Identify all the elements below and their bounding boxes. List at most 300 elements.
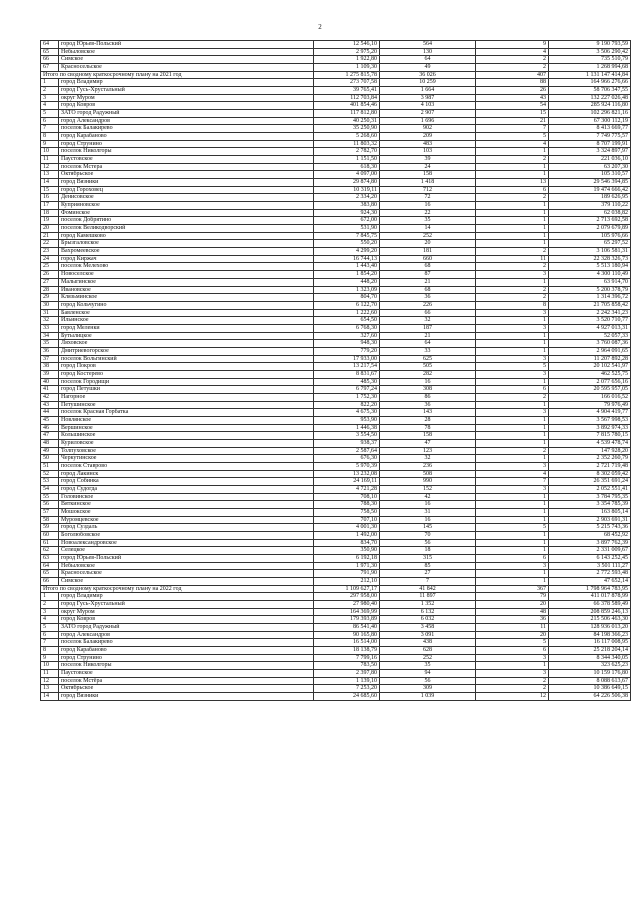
municipality-name: Симское <box>59 56 314 64</box>
area-cell: 783,50 <box>314 662 380 670</box>
table-row <box>41 340 631 348</box>
row-number: 60 <box>41 532 59 540</box>
cost-cell: 735 510,79 <box>549 56 631 64</box>
table-row <box>41 102 631 110</box>
capital-repair-plan-table <box>40 40 631 701</box>
area-cell: 1 151,50 <box>314 156 380 164</box>
houses-cell: 1 <box>476 501 549 509</box>
municipality-name: Октябрьское <box>59 171 314 179</box>
residents-cell: 438 <box>380 639 476 647</box>
area-cell: 788,30 <box>314 501 380 509</box>
cost-cell: 8 344 340,05 <box>549 654 631 662</box>
residents-cell: 564 <box>380 41 476 49</box>
municipality-name: Черкутинское <box>59 455 314 463</box>
cost-cell: 8 088 613,67 <box>549 677 631 685</box>
municipality-name: Куриловское <box>59 439 314 447</box>
table-row <box>41 324 631 332</box>
cost-cell: 5 215 743,36 <box>549 524 631 532</box>
houses-cell: 79 <box>476 593 549 601</box>
row-number: 11 <box>41 670 59 678</box>
cost-cell: 3 567 998,53 <box>549 416 631 424</box>
houses-cell: 1 <box>476 439 549 447</box>
houses-cell: 1 <box>476 570 549 578</box>
area-cell: 1 922,80 <box>314 56 380 64</box>
row-number: 49 <box>41 447 59 455</box>
residents-cell: 72 <box>380 194 476 202</box>
cost-cell: 2 964 091,65 <box>549 347 631 355</box>
table-row <box>41 593 631 601</box>
residents-cell: 68 <box>380 263 476 271</box>
area-cell: 1 323,09 <box>314 286 380 294</box>
municipality-name: Брызгаловское <box>59 240 314 248</box>
cost-cell: 164 966 276,66 <box>549 79 631 87</box>
cost-cell: 285 924 116,80 <box>549 102 631 110</box>
residents-cell: 1 696 <box>380 117 476 125</box>
area-cell: 1 492,00 <box>314 532 380 540</box>
table-row <box>41 555 631 563</box>
houses-cell: 3 <box>476 562 549 570</box>
table-row <box>41 485 631 493</box>
houses-cell: 1 <box>476 232 549 240</box>
cost-cell: 2 352 260,79 <box>549 455 631 463</box>
total-label: Итого по сводному краткосрочному плану на 2021 год <box>41 71 314 79</box>
cost-cell: 79 976,49 <box>549 401 631 409</box>
municipality-name: поселок Мстёра <box>59 677 314 685</box>
municipality-name: Дмитриевогорское <box>59 347 314 355</box>
houses-cell: 54 <box>476 102 549 110</box>
residents-cell: 6 132 <box>380 608 476 616</box>
cost-cell: 8 302 059,42 <box>549 470 631 478</box>
cost-cell: 323 625,23 <box>549 662 631 670</box>
residents-cell: 143 <box>380 409 476 417</box>
cost-cell: 84 198 366,23 <box>549 631 631 639</box>
table-row <box>41 94 631 102</box>
row-number: 23 <box>41 248 59 256</box>
area-cell: 2 587,64 <box>314 447 380 455</box>
municipality-name: поселок Вольгинский <box>59 355 314 363</box>
houses-cell: 1 <box>476 340 549 348</box>
cost-cell: 4 300 110,49 <box>549 271 631 279</box>
residents-cell: 94 <box>380 670 476 678</box>
table-row <box>41 294 631 302</box>
area-cell: 1 446,38 <box>314 424 380 432</box>
cost-cell: 11 207 892,28 <box>549 355 631 363</box>
area-cell: 40 250,31 <box>314 117 380 125</box>
area-cell: 350,90 <box>314 547 380 555</box>
table-row <box>41 301 631 309</box>
residents-cell: 42 <box>380 493 476 501</box>
cost-cell: 68 452,92 <box>549 532 631 540</box>
table-row <box>41 647 631 655</box>
houses-cell: 1 <box>476 378 549 386</box>
houses-cell: 3 <box>476 654 549 662</box>
residents-cell: 56 <box>380 539 476 547</box>
table-row <box>41 171 631 179</box>
municipality-name: город Александров <box>59 631 314 639</box>
row-number: 13 <box>41 171 59 179</box>
cost-cell: 3 106 581,31 <box>549 248 631 256</box>
residents-cell: 16 <box>380 501 476 509</box>
cost-cell: 2 331 009,67 <box>549 547 631 555</box>
houses-cell: 1 <box>476 539 549 547</box>
area-cell: 676,30 <box>314 455 380 463</box>
area-cell: 164 369,99 <box>314 608 380 616</box>
cost-cell: 10 159 176,80 <box>549 670 631 678</box>
row-number: 42 <box>41 393 59 401</box>
cost-cell: 105 310,57 <box>549 171 631 179</box>
area-cell: 550,20 <box>314 240 380 248</box>
area-cell: 4 675,30 <box>314 409 380 417</box>
houses-cell: 1 <box>476 217 549 225</box>
row-number: 61 <box>41 539 59 547</box>
area-cell: 1 752,30 <box>314 393 380 401</box>
cost-cell: 4 539 478,74 <box>549 439 631 447</box>
cost-cell: 66 378 589,49 <box>549 601 631 609</box>
row-number: 13 <box>41 685 59 693</box>
cost-cell: 6 143 252,45 <box>549 555 631 563</box>
table-row <box>41 508 631 516</box>
area-cell: 1 971,30 <box>314 562 380 570</box>
municipality-name: город Юрьев-Польский <box>59 41 314 49</box>
area-cell: 791,90 <box>314 570 380 578</box>
municipality-name: поселок Добрятино <box>59 217 314 225</box>
cost-cell: 3 324 897,97 <box>549 148 631 156</box>
houses-cell: 1 <box>476 578 549 586</box>
row-number: 36 <box>41 347 59 355</box>
municipality-name: Новоселское <box>59 271 314 279</box>
municipality-name: город Карабаново <box>59 647 314 655</box>
houses-cell: 1 <box>476 163 549 171</box>
table-row <box>41 347 631 355</box>
municipality-name: Вахромеевское <box>59 248 314 256</box>
municipality-name: Денисовское <box>59 194 314 202</box>
municipality-name: Муромцевское <box>59 516 314 524</box>
municipality-name: Клязьминское <box>59 294 314 302</box>
table-row <box>41 332 631 340</box>
municipality-name: город Судогда <box>59 485 314 493</box>
row-number: 2 <box>41 601 59 609</box>
row-number: 10 <box>41 148 59 156</box>
municipality-name: поселок Красная Горбатка <box>59 409 314 417</box>
municipality-name: Вершинское <box>59 424 314 432</box>
area-cell: 7 253,20 <box>314 685 380 693</box>
table-row <box>41 370 631 378</box>
table-row <box>41 393 631 401</box>
table-row <box>41 378 631 386</box>
houses-cell: 36 <box>476 616 549 624</box>
row-number: 5 <box>41 624 59 632</box>
municipality-name: Нагорное <box>59 393 314 401</box>
houses-cell: 1 <box>476 148 549 156</box>
row-number: 20 <box>41 225 59 233</box>
residents-cell: 130 <box>380 48 476 56</box>
residents-cell: 3 987 <box>380 94 476 102</box>
row-number: 50 <box>41 455 59 463</box>
row-number: 26 <box>41 271 59 279</box>
residents-cell: 712 <box>380 186 476 194</box>
residents-cell: 103 <box>380 148 476 156</box>
houses-cell: 1 <box>476 171 549 179</box>
residents-cell: 28 <box>380 416 476 424</box>
area-cell: 4 721,28 <box>314 485 380 493</box>
table-row <box>41 409 631 417</box>
cost-cell: 8 413 669,77 <box>549 125 631 133</box>
area-cell: 822,20 <box>314 401 380 409</box>
row-number: 32 <box>41 317 59 325</box>
cost-cell: 221 036,10 <box>549 156 631 164</box>
table-row <box>41 156 631 164</box>
cost-cell: 3 892 974,33 <box>549 424 631 432</box>
table-row <box>41 416 631 424</box>
houses-cell: 11 <box>476 624 549 632</box>
total-cell: 367 <box>476 585 549 593</box>
area-cell: 17 933,00 <box>314 355 380 363</box>
table-row <box>41 217 631 225</box>
area-cell: 4 097,00 <box>314 171 380 179</box>
row-number: 14 <box>41 179 59 187</box>
residents-cell: 32 <box>380 317 476 325</box>
row-number: 8 <box>41 647 59 655</box>
houses-cell: 1 <box>476 240 549 248</box>
houses-cell: 6 <box>476 386 549 394</box>
area-cell: 13 217,54 <box>314 363 380 371</box>
houses-cell: 6 <box>476 647 549 655</box>
municipality-name: город Киржач <box>59 255 314 263</box>
cost-cell: 132 227 026,48 <box>549 94 631 102</box>
municipality-name: город Ковров <box>59 616 314 624</box>
residents-cell: 1 418 <box>380 179 476 187</box>
residents-cell: 308 <box>380 386 476 394</box>
cost-cell: 208 859 246,13 <box>549 608 631 616</box>
cost-cell: 215 506 463,30 <box>549 616 631 624</box>
table-row <box>41 608 631 616</box>
cost-cell: 2 903 691,31 <box>549 516 631 524</box>
area-cell: 401 854,46 <box>314 102 380 110</box>
residents-cell: 2 907 <box>380 110 476 118</box>
houses-cell: 1 <box>476 516 549 524</box>
area-cell: 448,20 <box>314 278 380 286</box>
table-row <box>41 624 631 632</box>
municipality-name: поселок Николгоры <box>59 148 314 156</box>
houses-cell: 26 <box>476 87 549 95</box>
row-number: 54 <box>41 485 59 493</box>
cost-cell: 20 595 957,05 <box>549 386 631 394</box>
row-number: 4 <box>41 616 59 624</box>
municipality-name: город Струнино <box>59 654 314 662</box>
houses-cell: 2 <box>476 263 549 271</box>
table-row <box>41 41 631 49</box>
houses-cell: 1 <box>476 225 549 233</box>
residents-cell: 4 103 <box>380 102 476 110</box>
municipality-name: поселок Балакирево <box>59 639 314 647</box>
area-cell: 5 268,60 <box>314 133 380 141</box>
row-number: 17 <box>41 202 59 210</box>
houses-cell: 4 <box>476 470 549 478</box>
total-cell: 1 131 147 414,84 <box>549 71 631 79</box>
area-cell: 117 812,80 <box>314 110 380 118</box>
table-row <box>41 133 631 141</box>
houses-cell: 3 <box>476 670 549 678</box>
residents-cell: 990 <box>380 478 476 486</box>
houses-cell: 20 <box>476 601 549 609</box>
municipality-name: Мошокское <box>59 508 314 516</box>
row-number: 45 <box>41 416 59 424</box>
cost-cell: 7 815 780,15 <box>549 432 631 440</box>
houses-cell: 1 <box>476 432 549 440</box>
municipality-name: город Владимир <box>59 593 314 601</box>
page-number: 2 <box>318 23 322 31</box>
municipality-name: ЗАТО город Радужный <box>59 624 314 632</box>
area-cell: 273 707,58 <box>314 79 380 87</box>
houses-cell: 1 <box>476 317 549 325</box>
row-number: 28 <box>41 286 59 294</box>
area-cell: 654,50 <box>314 317 380 325</box>
houses-cell: 1 <box>476 455 549 463</box>
cost-cell: 9 190 793,59 <box>549 41 631 49</box>
residents-cell: 21 <box>380 332 476 340</box>
row-number: 56 <box>41 501 59 509</box>
row-number: 65 <box>41 570 59 578</box>
municipality-name: Красносельское <box>59 64 314 72</box>
area-cell: 1 443,40 <box>314 263 380 271</box>
residents-cell: 64 <box>380 340 476 348</box>
total-cell: 1 275 815,78 <box>314 71 380 79</box>
houses-cell: 2 <box>476 286 549 294</box>
row-number: 67 <box>41 64 59 72</box>
area-cell: 4 299,20 <box>314 248 380 256</box>
municipality-name: Бутылицкое <box>59 332 314 340</box>
residents-cell: 3 091 <box>380 631 476 639</box>
table-row <box>41 693 631 701</box>
municipality-name: город Вязники <box>59 179 314 187</box>
municipality-name: Головинское <box>59 493 314 501</box>
municipality-name: город Гусь-Хрустальный <box>59 601 314 609</box>
table-row <box>41 578 631 586</box>
residents-cell: 18 <box>380 547 476 555</box>
row-number: 7 <box>41 125 59 133</box>
houses-cell: 1 <box>476 347 549 355</box>
table-row <box>41 424 631 432</box>
houses-cell: 4 <box>476 48 549 56</box>
cost-cell: 147 928,20 <box>549 447 631 455</box>
houses-cell: 2 <box>476 294 549 302</box>
cost-cell: 4 927 013,31 <box>549 324 631 332</box>
area-cell: 2 397,80 <box>314 670 380 678</box>
municipality-name: Симское <box>59 578 314 586</box>
table-row <box>41 240 631 248</box>
row-number: 39 <box>41 370 59 378</box>
cost-cell: 25 218 204,14 <box>549 647 631 655</box>
table-row <box>41 148 631 156</box>
table-row <box>41 462 631 470</box>
table-row <box>41 117 631 125</box>
residents-cell: 85 <box>380 562 476 570</box>
houses-cell: 2 <box>476 56 549 64</box>
area-cell: 16 514,00 <box>314 639 380 647</box>
table-row <box>41 631 631 639</box>
cost-cell: 5 200 378,79 <box>549 286 631 294</box>
area-cell: 383,80 <box>314 202 380 210</box>
municipality-name: город Александров <box>59 117 314 125</box>
area-cell: 6 192,18 <box>314 555 380 563</box>
row-number: 34 <box>41 332 59 340</box>
cost-cell: 462 525,75 <box>549 370 631 378</box>
houses-cell: 7 <box>476 478 549 486</box>
area-cell: 297 958,00 <box>314 593 380 601</box>
cost-cell: 163 805,14 <box>549 508 631 516</box>
row-number: 66 <box>41 56 59 64</box>
row-number: 62 <box>41 547 59 555</box>
area-cell: 672,00 <box>314 217 380 225</box>
cost-cell: 2 077 656,16 <box>549 378 631 386</box>
row-number: 43 <box>41 401 59 409</box>
houses-cell: 2 <box>476 677 549 685</box>
row-number: 38 <box>41 363 59 371</box>
row-number: 64 <box>41 41 59 49</box>
table-row <box>41 309 631 317</box>
table-row <box>41 662 631 670</box>
residents-cell: 86 <box>380 393 476 401</box>
residents-cell: 16 <box>380 202 476 210</box>
houses-cell: 5 <box>476 133 549 141</box>
table-row <box>41 562 631 570</box>
residents-cell: 309 <box>380 685 476 693</box>
table-row <box>41 470 631 478</box>
area-cell: 13 232,08 <box>314 470 380 478</box>
houses-cell: 15 <box>476 110 549 118</box>
houses-cell: 5 <box>476 363 549 371</box>
area-cell: 10 319,11 <box>314 186 380 194</box>
row-number: 59 <box>41 524 59 532</box>
total-row <box>41 585 631 593</box>
area-cell: 938,37 <box>314 439 380 447</box>
table-row <box>41 547 631 555</box>
municipality-name: город Карабаново <box>59 133 314 141</box>
cost-cell: 102 296 821,16 <box>549 110 631 118</box>
municipality-name: Небыловское <box>59 562 314 570</box>
residents-cell: 39 <box>380 156 476 164</box>
table-row <box>41 232 631 240</box>
houses-cell: 1 <box>476 278 549 286</box>
municipality-name: город Лакинск <box>59 470 314 478</box>
table-row <box>41 278 631 286</box>
houses-cell: 8 <box>476 301 549 309</box>
table-row <box>41 186 631 194</box>
houses-cell: 1 <box>476 424 549 432</box>
area-cell: 924,30 <box>314 209 380 217</box>
residents-cell: 78 <box>380 424 476 432</box>
residents-cell: 24 <box>380 163 476 171</box>
municipality-name: город Ковров <box>59 102 314 110</box>
municipality-name: поселок Мстера <box>59 163 314 171</box>
cost-cell: 65 297,52 <box>549 240 631 248</box>
municipality-name: город Покров <box>59 363 314 371</box>
residents-cell: 483 <box>380 140 476 148</box>
cost-cell: 22 328 326,73 <box>549 255 631 263</box>
residents-cell: 66 <box>380 309 476 317</box>
cost-cell: 3 760 087,36 <box>549 340 631 348</box>
residents-cell: 47 <box>380 439 476 447</box>
municipality-name: Ляховское <box>59 340 314 348</box>
area-cell: 27 980,40 <box>314 601 380 609</box>
row-number: 29 <box>41 294 59 302</box>
row-number: 12 <box>41 163 59 171</box>
residents-cell: 1 039 <box>380 693 476 701</box>
table-row <box>41 386 631 394</box>
row-number: 6 <box>41 631 59 639</box>
area-cell: 779,20 <box>314 347 380 355</box>
cost-cell: 3 784 795,35 <box>549 493 631 501</box>
